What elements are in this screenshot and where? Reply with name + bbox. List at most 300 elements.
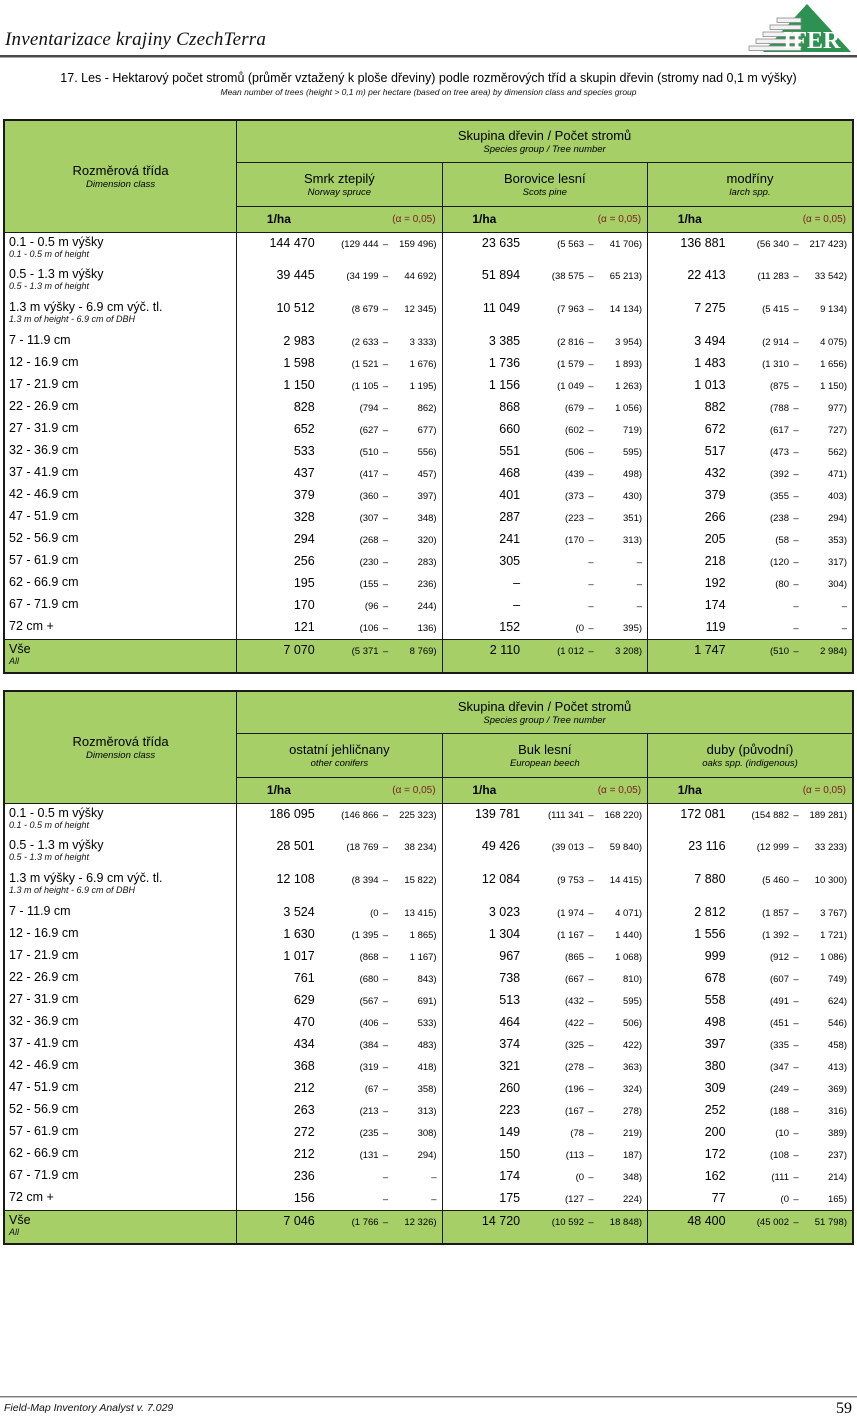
value-cell: 266 bbox=[704, 510, 726, 524]
ci-lower: (491 bbox=[769, 996, 789, 1007]
ci-lower: (384 bbox=[359, 1040, 379, 1051]
confidence-interval-cell bbox=[321, 232, 442, 265]
ci-dash: – bbox=[382, 1128, 389, 1139]
table-row bbox=[4, 265, 853, 298]
dimension-class-cell bbox=[4, 353, 237, 375]
confidence-interval-cell bbox=[526, 1122, 647, 1144]
ci-dash: – bbox=[793, 469, 799, 480]
ci-lower: (680 bbox=[359, 974, 379, 985]
species-header bbox=[442, 733, 647, 777]
confidence-interval bbox=[526, 397, 647, 414]
ci-lower: (111 bbox=[771, 1172, 789, 1183]
confidence-interval bbox=[732, 573, 852, 590]
ci-upper: 9 134) bbox=[820, 304, 847, 315]
ci-dash: – bbox=[588, 1018, 594, 1029]
confidence-interval bbox=[732, 924, 852, 941]
confidence-interval-cell bbox=[732, 375, 853, 397]
confidence-interval-cell bbox=[321, 990, 442, 1012]
ci-lower: (223 bbox=[565, 513, 585, 524]
row-sublabel: All bbox=[9, 1226, 20, 1237]
ci-lower: (1 579 bbox=[557, 359, 585, 370]
dimension-class-cell bbox=[4, 902, 237, 924]
value-cell: 2 983 bbox=[283, 334, 315, 348]
ci-dash: – bbox=[382, 623, 389, 634]
confidence-interval-cell bbox=[321, 397, 442, 419]
confidence-interval bbox=[732, 397, 852, 414]
confidence-interval bbox=[526, 595, 647, 612]
ci-lower: (325 bbox=[565, 1040, 585, 1051]
value-cell: 195 bbox=[293, 576, 315, 590]
confidence-interval-cell bbox=[526, 968, 647, 990]
ci-upper: 506) bbox=[623, 1018, 643, 1029]
value-cell: 119 bbox=[705, 620, 726, 634]
ci-lower: (506 bbox=[565, 447, 585, 458]
ci-upper: 225 323) bbox=[399, 809, 437, 821]
row-label: 52 - 56.9 cm bbox=[9, 531, 79, 545]
species-name-en: Scots pine bbox=[522, 186, 567, 198]
ci-lower: (1 857 bbox=[762, 908, 789, 919]
ci-upper: 719) bbox=[623, 425, 643, 436]
ci-upper: 3 767) bbox=[820, 908, 847, 919]
ci-upper: 14 134) bbox=[609, 304, 643, 315]
species-group-sublabel: Species group / Tree number bbox=[483, 714, 606, 726]
confidence-interval-cell bbox=[321, 507, 442, 529]
ci-dash: – bbox=[793, 381, 799, 392]
ci-lower: (307 bbox=[359, 513, 379, 524]
ci-lower: (1 105 bbox=[351, 381, 379, 392]
row-label: 1.3 m výšky - 6.9 cm výč. tl. bbox=[9, 300, 163, 314]
dimension-class-sublabel: Dimension class bbox=[85, 178, 156, 190]
value-cell: 7 880 bbox=[694, 872, 726, 886]
ci-upper: 317) bbox=[827, 557, 847, 568]
ci-lower: (154 882 bbox=[751, 809, 789, 821]
alpha-header: (α = 0,05) bbox=[526, 206, 647, 232]
ci-lower: (319 bbox=[359, 1062, 379, 1073]
dimension-class-cell bbox=[4, 441, 237, 463]
confidence-interval-cell bbox=[321, 803, 442, 836]
report-brand: Inventarizace krajiny CzechTerra bbox=[5, 29, 267, 50]
value-cell: 470 bbox=[293, 1015, 315, 1029]
ci-dash: – bbox=[382, 1018, 389, 1029]
ci-dash: – bbox=[588, 1194, 594, 1205]
row-label: Vše bbox=[9, 1212, 31, 1227]
confidence-interval bbox=[526, 1100, 647, 1117]
value-cell: 172 bbox=[704, 1147, 726, 1161]
ci-dash: – bbox=[588, 952, 594, 963]
value-cell: 761 bbox=[293, 971, 315, 985]
ci-upper: 418) bbox=[417, 1062, 437, 1073]
ci-upper: 4 075) bbox=[820, 337, 847, 348]
ci-dash: – bbox=[588, 1106, 594, 1117]
confidence-interval bbox=[321, 1056, 442, 1073]
ci-dash: – bbox=[382, 645, 389, 657]
ci-lower: (235 bbox=[359, 1128, 379, 1139]
confidence-interval-cell bbox=[321, 1034, 442, 1056]
confidence-interval-cell bbox=[732, 1210, 853, 1244]
dimension-class-cell bbox=[4, 265, 237, 298]
dimension-class-cell bbox=[4, 507, 237, 529]
ci-lower: (1 974 bbox=[557, 908, 585, 919]
ci-lower: (868 bbox=[359, 952, 379, 963]
dimension-class-cell bbox=[4, 485, 237, 507]
confidence-interval bbox=[321, 1144, 442, 1161]
value-cell: 252 bbox=[704, 1103, 726, 1117]
confidence-interval-cell bbox=[526, 551, 647, 573]
confidence-interval bbox=[526, 485, 647, 502]
ci-lower: (45 002 bbox=[756, 1216, 789, 1228]
value-cell: 23 635 bbox=[481, 235, 521, 250]
confidence-interval bbox=[732, 1100, 852, 1117]
ifer-logo-svg bbox=[743, 2, 855, 56]
dimension-class-cell bbox=[4, 331, 237, 353]
ci-upper: – bbox=[636, 557, 643, 568]
ci-dash: – bbox=[793, 425, 799, 436]
confidence-interval-cell bbox=[526, 1100, 647, 1122]
table-row bbox=[4, 298, 853, 331]
ci-upper: 59 840) bbox=[609, 842, 643, 853]
ci-dash: – bbox=[382, 491, 389, 502]
confidence-interval bbox=[732, 507, 852, 524]
ci-lower: (278 bbox=[565, 1062, 585, 1073]
table-row bbox=[4, 375, 853, 397]
ci-lower: (2 914 bbox=[762, 337, 789, 348]
ci-dash: – bbox=[588, 381, 594, 392]
table-row bbox=[4, 869, 853, 902]
row-label: 52 - 56.9 cm bbox=[9, 1102, 79, 1116]
ci-upper: 348) bbox=[417, 513, 437, 524]
row-sublabel: 1.3 m of height - 6.9 cm of DBH bbox=[9, 314, 136, 324]
ci-dash: – bbox=[793, 403, 799, 414]
species-group-label: Skupina dřevin / Počet stromů bbox=[457, 127, 632, 143]
ci-upper: 10 300) bbox=[814, 875, 847, 886]
value-cell: 7 275 bbox=[694, 301, 726, 315]
ci-upper: 244) bbox=[417, 601, 437, 612]
confidence-interval-cell bbox=[526, 924, 647, 946]
ci-dash: – bbox=[382, 1084, 389, 1095]
ci-upper: 556) bbox=[417, 447, 437, 458]
ci-lower: (5 415 bbox=[762, 304, 789, 315]
ci-dash: – bbox=[382, 557, 389, 568]
table-row bbox=[4, 1166, 853, 1188]
value-cell: 1 630 bbox=[283, 927, 315, 941]
dimension-class-cell bbox=[4, 1012, 237, 1034]
confidence-interval bbox=[321, 1034, 442, 1051]
confidence-interval bbox=[526, 968, 647, 985]
row-label: 67 - 71.9 cm bbox=[9, 1168, 79, 1182]
confidence-interval-cell bbox=[321, 1166, 442, 1188]
value-cell: – bbox=[513, 576, 521, 590]
confidence-interval-cell bbox=[732, 968, 853, 990]
confidence-interval bbox=[732, 836, 852, 853]
ci-upper: 136) bbox=[417, 623, 437, 634]
confidence-interval-cell bbox=[732, 836, 853, 869]
ci-dash: – bbox=[793, 1128, 799, 1139]
ci-upper: 677) bbox=[417, 425, 437, 436]
ci-upper: 33 233) bbox=[814, 842, 847, 853]
ci-dash: – bbox=[793, 809, 799, 821]
dimension-class-cell bbox=[4, 595, 237, 617]
confidence-interval bbox=[732, 1188, 852, 1205]
confidence-interval-cell bbox=[526, 573, 647, 595]
footer-rule bbox=[0, 1396, 857, 1398]
ci-lower: (58 bbox=[775, 535, 789, 546]
ci-upper: 14 415) bbox=[609, 875, 643, 886]
confidence-interval-cell bbox=[526, 1144, 647, 1166]
confidence-interval bbox=[526, 869, 647, 886]
ci-lower: (34 199 bbox=[346, 271, 379, 282]
confidence-interval-cell bbox=[732, 946, 853, 968]
ci-lower: (602 bbox=[565, 425, 585, 436]
confidence-interval bbox=[732, 1122, 852, 1139]
table-row bbox=[4, 946, 853, 968]
value-cell: 192 bbox=[704, 576, 726, 590]
confidence-interval-cell bbox=[732, 298, 853, 331]
ci-lower: (627 bbox=[359, 425, 379, 436]
ci-upper: 294) bbox=[827, 513, 847, 524]
value-cell: 882 bbox=[704, 400, 726, 414]
value-cell: 1 598 bbox=[283, 356, 315, 370]
confidence-interval-cell bbox=[526, 902, 647, 924]
species-group-sublabel: Species group / Tree number bbox=[483, 143, 606, 155]
ci-upper: 862) bbox=[417, 403, 437, 414]
ci-lower: (510 bbox=[359, 447, 379, 458]
row-label: 67 - 71.9 cm bbox=[9, 597, 79, 611]
ci-upper: 41 706) bbox=[609, 238, 643, 250]
value-cell: 434 bbox=[293, 1037, 315, 1051]
ci-lower: (1 395 bbox=[351, 930, 379, 941]
row-label: 12 - 16.9 cm bbox=[9, 355, 79, 369]
ci-upper: 546) bbox=[827, 1018, 847, 1029]
ci-dash: – bbox=[793, 304, 799, 315]
confidence-interval bbox=[321, 924, 442, 941]
confidence-interval bbox=[321, 507, 442, 524]
ci-dash: – bbox=[793, 930, 799, 941]
dimension-class-cell bbox=[4, 298, 237, 331]
confidence-interval bbox=[732, 485, 852, 502]
value-cell: 678 bbox=[704, 971, 726, 985]
ci-upper: 562) bbox=[827, 447, 847, 458]
table-row bbox=[4, 1034, 853, 1056]
ci-dash: – bbox=[382, 381, 389, 392]
ci-dash: – bbox=[793, 1194, 799, 1205]
value-cell: 200 bbox=[704, 1125, 726, 1139]
ci-upper: 624) bbox=[827, 996, 847, 1007]
ci-dash: – bbox=[793, 623, 799, 634]
ci-upper: 727) bbox=[827, 425, 847, 436]
confidence-interval-cell bbox=[732, 441, 853, 463]
confidence-interval-cell bbox=[732, 869, 853, 902]
ci-upper: 595) bbox=[623, 447, 643, 458]
confidence-interval bbox=[526, 836, 647, 853]
ci-lower: (335 bbox=[769, 1040, 789, 1051]
confidence-interval bbox=[321, 1078, 442, 1095]
species-header bbox=[442, 162, 647, 206]
ci-upper: 358) bbox=[417, 1084, 437, 1095]
ci-upper: – bbox=[431, 1172, 437, 1183]
confidence-interval bbox=[321, 902, 442, 919]
confidence-interval-cell bbox=[321, 375, 442, 397]
confidence-interval bbox=[526, 902, 647, 919]
table-row bbox=[4, 507, 853, 529]
confidence-interval bbox=[732, 640, 852, 657]
row-sublabel: 0.1 - 0.5 m of height bbox=[9, 248, 90, 259]
ifer-logo bbox=[743, 2, 855, 56]
ci-upper: 413) bbox=[827, 1062, 847, 1073]
confidence-interval-cell bbox=[732, 803, 853, 836]
ci-lower: (406 bbox=[359, 1018, 379, 1029]
species-name: duby (původní) bbox=[706, 741, 794, 757]
ci-upper: 316) bbox=[827, 1106, 847, 1117]
ci-dash: – bbox=[793, 974, 799, 985]
value-cell: 186 095 bbox=[269, 806, 315, 821]
confidence-interval bbox=[732, 1056, 852, 1073]
dimension-class-cell bbox=[4, 1122, 237, 1144]
row-label: 57 - 61.9 cm bbox=[9, 553, 79, 567]
confidence-interval-cell bbox=[732, 1056, 853, 1078]
ci-lower: (1 766 bbox=[351, 1216, 379, 1228]
ci-dash: – bbox=[793, 601, 799, 612]
confidence-interval-cell bbox=[732, 902, 853, 924]
value-cell: 437 bbox=[293, 466, 315, 480]
confidence-interval bbox=[321, 990, 442, 1007]
value-cell: 629 bbox=[293, 993, 315, 1007]
ci-dash: – bbox=[382, 1062, 389, 1073]
ci-dash: – bbox=[382, 601, 389, 612]
dimension-class-label: Rozměrová třída bbox=[72, 162, 169, 178]
value-cell: 738 bbox=[499, 971, 521, 985]
ci-lower: (417 bbox=[359, 469, 379, 480]
confidence-interval-cell bbox=[321, 551, 442, 573]
species-table-2 bbox=[3, 690, 854, 1245]
confidence-interval bbox=[321, 331, 442, 348]
confidence-interval bbox=[526, 924, 647, 941]
confidence-interval bbox=[732, 946, 852, 963]
tables-container bbox=[3, 119, 854, 1261]
ci-dash: – bbox=[793, 491, 799, 502]
ci-dash: – bbox=[588, 842, 594, 853]
ci-dash: – bbox=[382, 952, 389, 963]
confidence-interval-cell bbox=[321, 869, 442, 902]
value-cell: 3 524 bbox=[283, 905, 315, 919]
species-header bbox=[237, 733, 442, 777]
ci-lower: (18 769 bbox=[346, 842, 379, 853]
confidence-interval-cell bbox=[526, 1078, 647, 1100]
unit-header: 1/ha bbox=[442, 206, 526, 232]
confidence-interval bbox=[732, 463, 852, 480]
ci-dash: – bbox=[588, 491, 594, 502]
value-cell: 464 bbox=[499, 1015, 521, 1029]
confidence-interval bbox=[526, 1122, 647, 1139]
row-label: 62 - 66.9 cm bbox=[9, 1146, 79, 1160]
confidence-interval bbox=[732, 1012, 852, 1029]
ci-dash: – bbox=[588, 469, 594, 480]
value-cell: 652 bbox=[293, 422, 315, 436]
value-cell: 51 894 bbox=[481, 268, 521, 282]
ci-lower: (1 167 bbox=[557, 930, 585, 941]
confidence-interval bbox=[526, 463, 647, 480]
confidence-interval bbox=[732, 902, 852, 919]
ci-dash: – bbox=[793, 908, 799, 919]
ci-lower: (667 bbox=[565, 974, 585, 985]
ci-lower: (9 753 bbox=[557, 875, 585, 886]
ci-lower: (875 bbox=[769, 381, 789, 392]
ci-lower: (170 bbox=[565, 535, 585, 546]
species-group-label: Skupina dřevin / Počet stromů bbox=[457, 698, 632, 714]
ci-upper: 51 798) bbox=[814, 1216, 847, 1228]
value-cell: 379 bbox=[293, 488, 315, 502]
dimension-class-cell bbox=[4, 836, 237, 869]
table-row bbox=[4, 1012, 853, 1034]
confidence-interval bbox=[732, 1034, 852, 1051]
confidence-interval bbox=[732, 968, 852, 985]
confidence-interval-cell bbox=[732, 617, 853, 639]
confidence-interval bbox=[732, 551, 852, 568]
ci-dash: – bbox=[588, 535, 594, 546]
unit-header: 1/ha bbox=[648, 206, 732, 232]
confidence-interval bbox=[732, 529, 852, 546]
value-cell: 218 bbox=[704, 554, 726, 568]
ci-upper: 369) bbox=[827, 1084, 847, 1095]
confidence-interval bbox=[321, 463, 442, 480]
ci-dash: – bbox=[793, 238, 799, 250]
ci-dash: – bbox=[588, 403, 594, 414]
ci-lower: (213 bbox=[359, 1106, 379, 1117]
ci-upper: 65 213) bbox=[609, 271, 643, 282]
species-name: ostatní jehličnany bbox=[289, 741, 390, 757]
value-cell: 517 bbox=[704, 444, 726, 458]
ci-lower: (129 444 bbox=[341, 238, 379, 250]
confidence-interval bbox=[321, 1100, 442, 1117]
ci-lower: (2 816 bbox=[557, 337, 585, 348]
confidence-interval bbox=[321, 529, 442, 546]
confidence-interval-cell bbox=[321, 617, 442, 639]
confidence-interval-cell bbox=[526, 1056, 647, 1078]
dimension-class-cell bbox=[4, 551, 237, 573]
ci-upper: 18 848) bbox=[609, 1216, 643, 1228]
page-number: 59 bbox=[836, 1400, 852, 1417]
confidence-interval-cell bbox=[732, 1012, 853, 1034]
ci-lower: (451 bbox=[769, 1018, 789, 1029]
confidence-interval-cell bbox=[732, 507, 853, 529]
value-cell: 12 108 bbox=[276, 872, 315, 886]
confidence-interval bbox=[526, 507, 647, 524]
confidence-interval-cell bbox=[321, 419, 442, 441]
ci-lower: (268 bbox=[359, 535, 379, 546]
confidence-interval-cell bbox=[526, 331, 647, 353]
value-cell: 305 bbox=[499, 554, 521, 568]
ci-lower: (1 049 bbox=[557, 381, 585, 392]
ci-dash: – bbox=[588, 996, 594, 1007]
ci-upper: 533) bbox=[417, 1018, 437, 1029]
confidence-interval bbox=[526, 1034, 647, 1051]
dimension-class-cell bbox=[4, 1056, 237, 1078]
row-label: 47 - 51.9 cm bbox=[9, 509, 79, 523]
ci-upper: – bbox=[636, 579, 643, 590]
ci-lower: (0 bbox=[780, 1194, 789, 1205]
confidence-interval bbox=[321, 233, 442, 250]
ci-dash: – bbox=[793, 1040, 799, 1051]
value-cell: 156 bbox=[293, 1191, 315, 1205]
row-label: 47 - 51.9 cm bbox=[9, 1080, 79, 1094]
confidence-interval bbox=[732, 1211, 852, 1228]
row-label: 32 - 36.9 cm bbox=[9, 443, 79, 457]
row-label: 62 - 66.9 cm bbox=[9, 575, 79, 589]
dimension-class-cell bbox=[4, 869, 237, 902]
ci-lower: (10 bbox=[775, 1128, 789, 1139]
ci-dash: – bbox=[382, 974, 389, 985]
confidence-interval-cell bbox=[321, 836, 442, 869]
ci-dash: – bbox=[793, 337, 799, 348]
